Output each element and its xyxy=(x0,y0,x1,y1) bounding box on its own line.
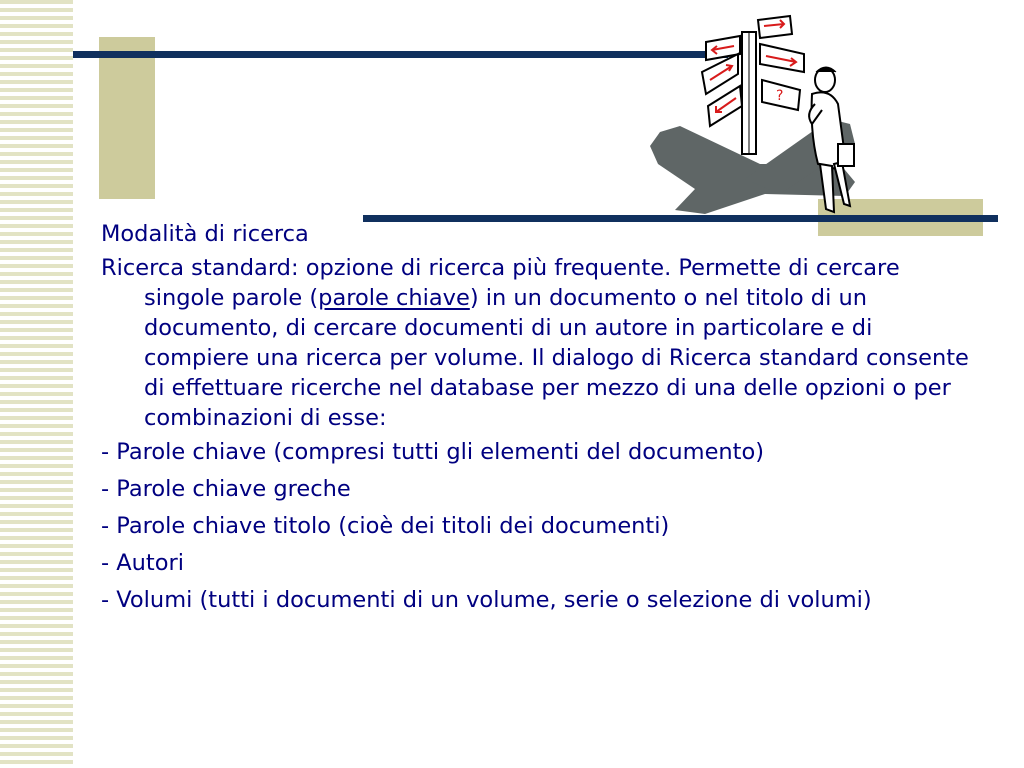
decorative-stripes xyxy=(0,0,73,768)
sign-question-mark: ? xyxy=(776,88,784,104)
list-item: - Parole chiave greche xyxy=(101,476,351,502)
intro-paragraph xyxy=(101,253,971,433)
list-item: - Parole chiave titolo (cioè dei titoli dei documenti) xyxy=(101,513,670,539)
keyword-link[interactable]: parole chiave xyxy=(318,285,470,311)
list-item: - Volumi (tutti i documenti di un volume, serie o selezione di volumi) xyxy=(101,587,872,613)
slide-body xyxy=(101,219,971,622)
slide-heading: Modalità di ricerca xyxy=(101,221,309,247)
list-item: - Autori xyxy=(101,550,185,576)
top-rule xyxy=(73,51,728,58)
intro-text-a: : opzione di ricerca più frequente. Permette di cercare singole parole ( xyxy=(144,255,900,311)
signpost-crossroads-person-icon xyxy=(640,14,870,219)
tan-block-left xyxy=(99,37,155,199)
intro-text-b: ) in un documento o nel titolo di un documento, di cercare documenti di un autore in particolare e di compiere una ricerca per volume. Il dialogo di Ricerca standard consente di effettuare ricerche nel database per mezzo di una delle opzioni o per combinazioni di esse: xyxy=(144,285,969,431)
intro-term: Ricerca standard xyxy=(101,255,291,281)
list-item: - Parole chiave (compresi tutti gli elementi del documento) xyxy=(101,439,765,465)
